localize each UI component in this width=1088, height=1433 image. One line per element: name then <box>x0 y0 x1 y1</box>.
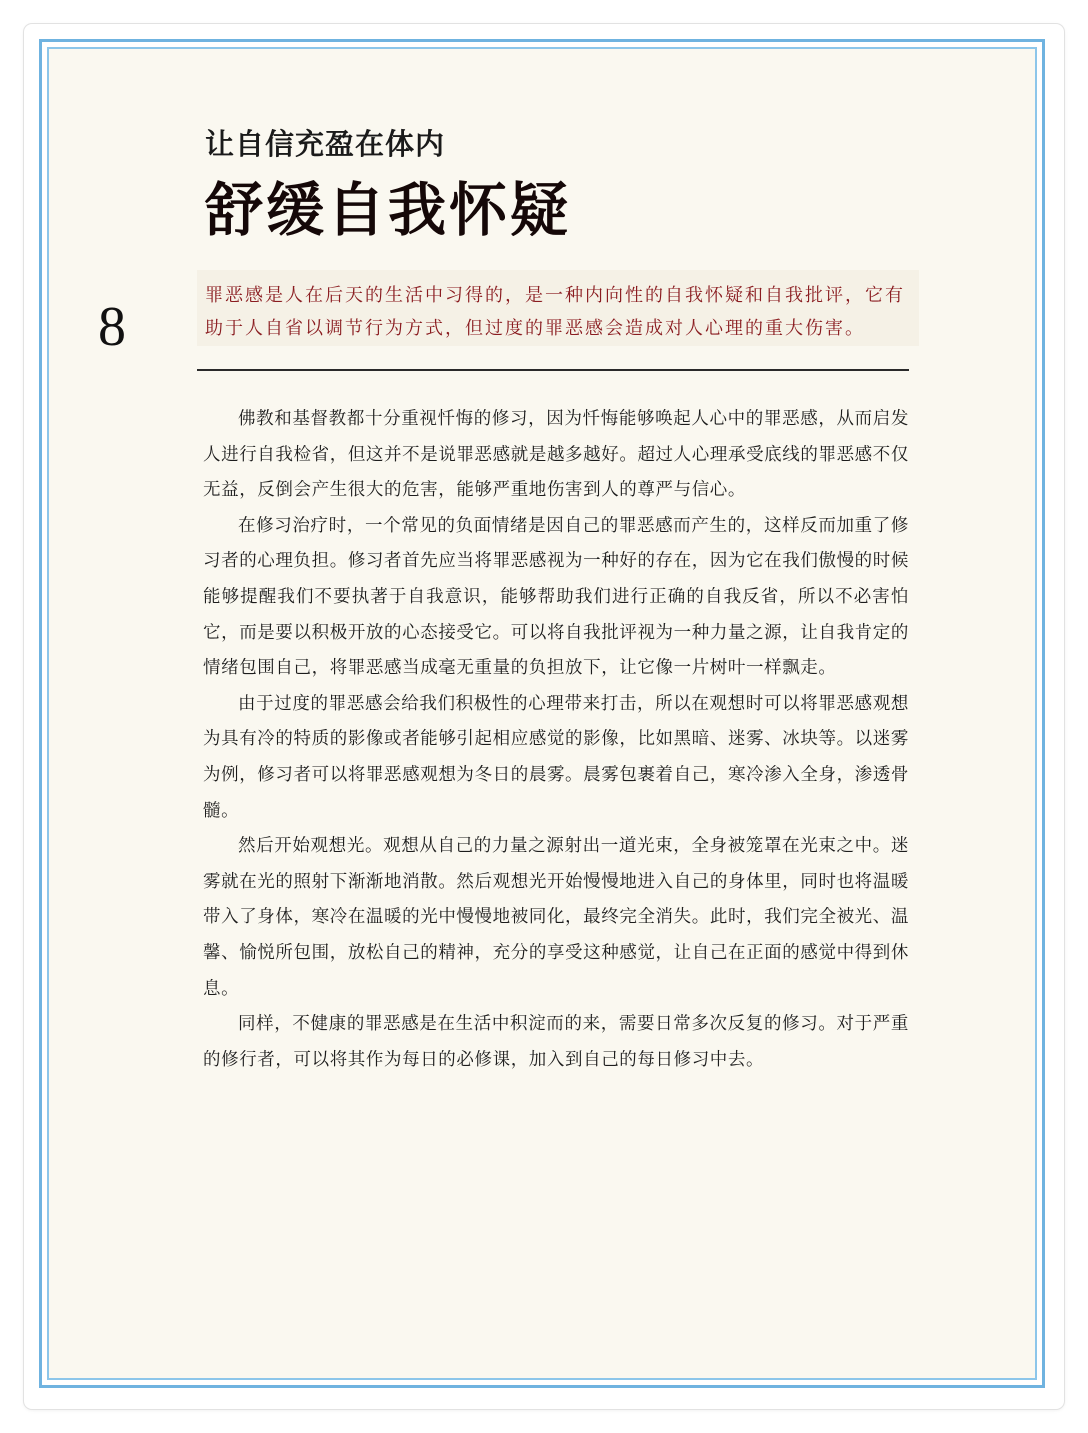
page-number: 8 <box>98 296 126 358</box>
divider-line <box>197 369 909 371</box>
page-title: 舒缓自我怀疑 <box>205 176 572 244</box>
body-text <box>203 402 909 1078</box>
paragraph: 同样，不健康的罪恶感是在生活中积淀而的来，需要日常多次反复的修习。对于严重的修行者，可以将其作为每日的必修课，加入到自己的每日修习中去。 <box>203 1014 909 1070</box>
paragraph: 由于过度的罪恶感会给我们积极性的心理带来打击，所以在观想时可以将罪恶感观想为具有冷的特质的影像或者能够引起相应感觉的影像，比如黑暗、迷雾、冰块等。以迷雾为例，修习者可以将罪恶感观想为冬日的晨雾。晨雾包裹着自己，寒冷渗入全身，渗透骨髓。 <box>203 693 909 821</box>
paragraph: 佛教和基督教都十分重视忏悔的修习，因为忏悔能够唤起人心中的罪恶感，从而启发人进行自我检省，但这并不是说罪恶感就是越多越好。超过人心理承受底线的罪恶感不仅无益，反倒会产生很大的危害，能够严重地伤害到人的尊严与信心。 <box>203 409 909 501</box>
section-subtitle: 让自信充盈在体内 <box>205 127 446 161</box>
paragraph: 然后开始观想光。观想从自己的力量之源射出一道光束，全身被笼罩在光束之中。迷雾就在光的照射下渐渐地消散。然后观想光开始慢慢地进入自己的身体里，同时也将温暖带入了身体，寒冷在温暖的光中慢慢地被同化，最终完全消失。此时，我们完全被光、温馨、愉悦所包围，放松自己的精神，充分的享受这种感觉，让自己在正面的感觉中得到休息。 <box>203 836 909 999</box>
paragraph: 在修习治疗时，一个常见的负面情绪是因自己的罪恶感而产生的，这样反而加重了修习者的心理负担。修习者首先应当将罪恶感视为一种好的存在，因为它在我们傲慢的时候能够提醒我们不要执著于自我意识，能够帮助我们进行正确的自我反省，所以不必害怕它，而是要以积极开放的心态接受它。可以将自我批评视为一种力量之源，让自我肯定的情绪包围自己，将罪恶感当成毫无重量的负担放下，让它像一片树叶一样飘走。 <box>203 515 909 679</box>
intro-text: 罪恶感是人在后天的生活中习得的，是一种内向性的自我怀疑和自我批评，它有助于人自省以调节行为方式，但过度的罪恶感会造成对人心理的重大伤害。 <box>205 285 905 339</box>
